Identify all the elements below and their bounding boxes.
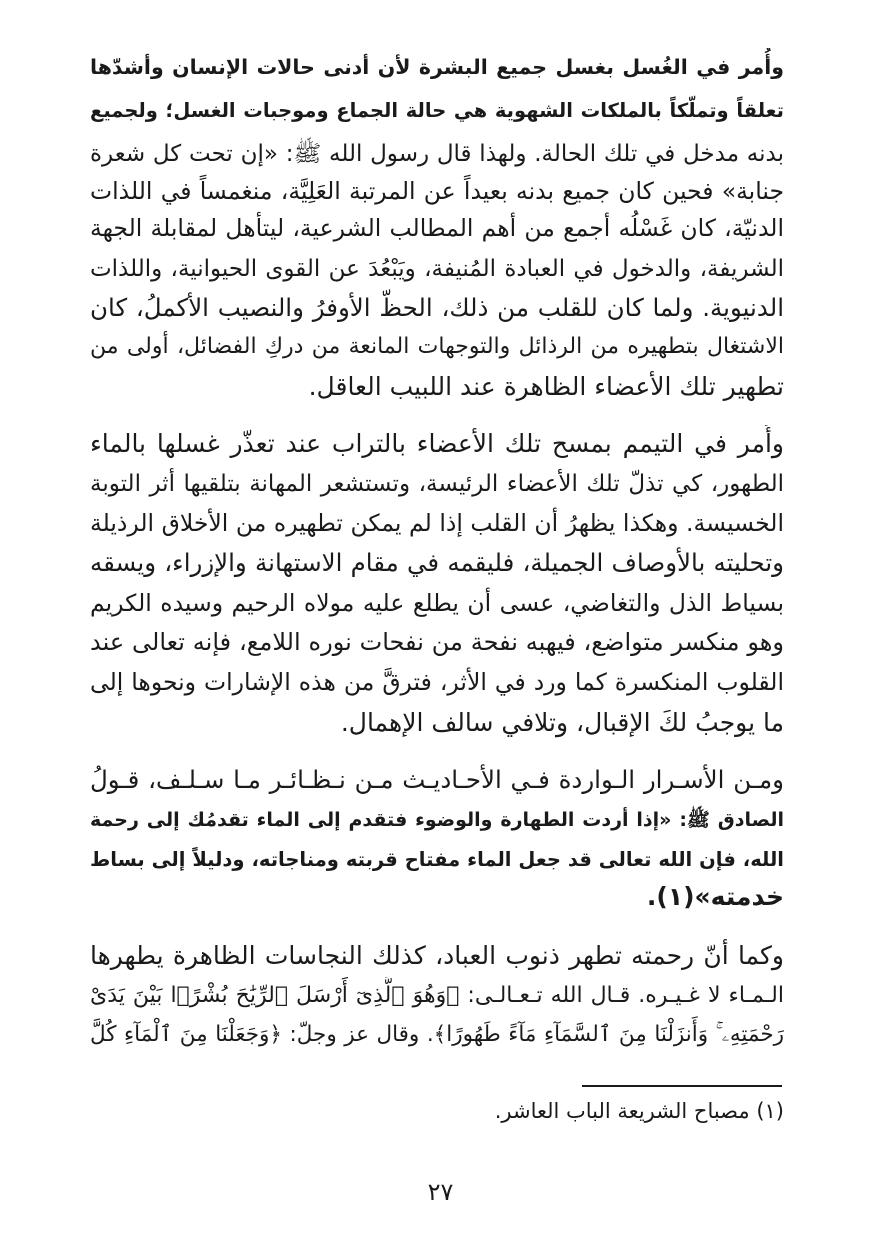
paragraph-1-line-7: الدنيوية. ولما كان للقلب من ذلك، الحظُّ الأوفرُ والنصيب الأكملُ، كان [90, 293, 784, 322]
paragraph-1-line-9: تطهير تلك الأعضاء الظاهرة عند اللبيب العاقل. [308, 372, 784, 401]
paragraph-1-line-4: جنابة» فحين كان جميع بدنه بعيداً عن المرتبة العَلِيَّة، منغمساً في اللذات [90, 177, 784, 205]
paragraph-2-line-4: وتحليته بالأوصاف الجميلة، فليقمه في مقام الاستهانة والإزراء، ويسقه [90, 548, 784, 577]
paragraph-4-line-2: الـمـاء لا غـيـره. قـال الله تـعـالـى: ﴿وَهُوَ ٱلَّذِىٓ أَرْسَلَ ٱلرِّيَٰحَ بُشْرًۢا بَيْنَ يَدَىْ [90, 983, 784, 1008]
paragraph-1-line-1: وأُمر في الغُسل بغسل جميع البشرة لأن أدنى حالات الإنسان وأشدّها [90, 55, 784, 79]
paragraph-2-line-2: الطهور، كي تذلّ تلك الأعضاء الرئيسة، وتستشعر المهانة بتلقيها أثر التوبة [90, 471, 784, 497]
paragraph-2-line-6: وهو منكسر متواضع، فيهبه نفحة من نفحات نوره اللامع، فإنه تعالى عند [90, 628, 784, 656]
footnote: (١) مصباح الشريعة الباب العاشر. [494, 1099, 784, 1123]
paragraph-1-line-3: بدنه مدخل في تلك الحالة. ولهذا قال رسول الله ﷺ: «إن تحت كل شعرة [90, 141, 784, 167]
paragraph-4-line-1: وكما أنّ رحمته تطهر ذنوب العباد، كذلك النجاسات الظاهرة يطهرها [90, 941, 784, 970]
paragraph-3-line-3: الله، فإن الله تعالى قد جعل الماء مفتاح قربته ومناجاته، ودليلاً إلى بساط [90, 848, 784, 871]
paragraph-1-line-5: الدنيّة، كان غَسْلُه أجمع من أهم المطالب الشرعية، ليتأهل لمقابلة الجهة [90, 214, 784, 242]
paragraph-1-line-8: الاشتغال بتطهيره من الرذائل والتوجهات المانعة من دركِ الفضائل، أولى من [90, 334, 784, 359]
paragraph-2-line-3: الخسيسة. وهكذا يظهرُ أن القلب إذا لم يمكن تطهيره من الأخلاق الرذيلة [90, 509, 784, 537]
paragraph-4-line-3: رَحْمَتِهِۦ ۚ وَأَنزَلْنَا مِنَ ٱلسَّمَآءِ مَآءً طَهُورًا﴾. وقال عز وجلّ: ﴿وَجَعَلْنَا مِنَ ٱلْمَآءِ كُلَّ [90, 1022, 784, 1047]
paragraph-3-line-4: خدمته»(١). [646, 882, 784, 911]
paragraph-1-line-2: تعلقاً وتملّكاً بالملكات الشهوية هي حالة الجماع وموجبات الغسل؛ ولجميع [90, 99, 784, 122]
paragraph-2-line-5: بسياط الذل والتغاضي، عسى أن يطلع عليه مولاه الرحيم وسيده الكريم [90, 589, 784, 617]
paragraph-1-line-6: الشريفة، والدخول في العبادة المُنيفة، ويَبْعُدَ عن القوى الحيوانية، واللذات [90, 256, 784, 282]
page-number: ٢٧ [427, 1178, 454, 1206]
footnote-separator [582, 1085, 782, 1087]
paragraph-2-line-1: وأُمر في التيمم بمسح تلك الأعضاء بالتراب عند تعذّر غسلها بالماء [90, 429, 784, 458]
paragraph-2-line-8: ما يوجبُ لكَ الإقبال، وتلافي سالف الإهمال. [340, 708, 784, 737]
paragraph-3-line-1: ومـن الأسـرار الـواردة فـي الأحـاديـث مـن نـظـائـر مـا سـلـف، قـولُ [90, 765, 784, 794]
paragraph-3-line-2: الصادق ﷺ: «إذا أردت الطهارة والوضوء فتقدم إلى الماء تقدمُك إلى رحمة [90, 809, 784, 831]
paragraph-2-line-7: القلوب المنكسرة كما ورد في الأثر، فترقَّ من هذه الإشارات ونحوها إلى [90, 668, 784, 696]
